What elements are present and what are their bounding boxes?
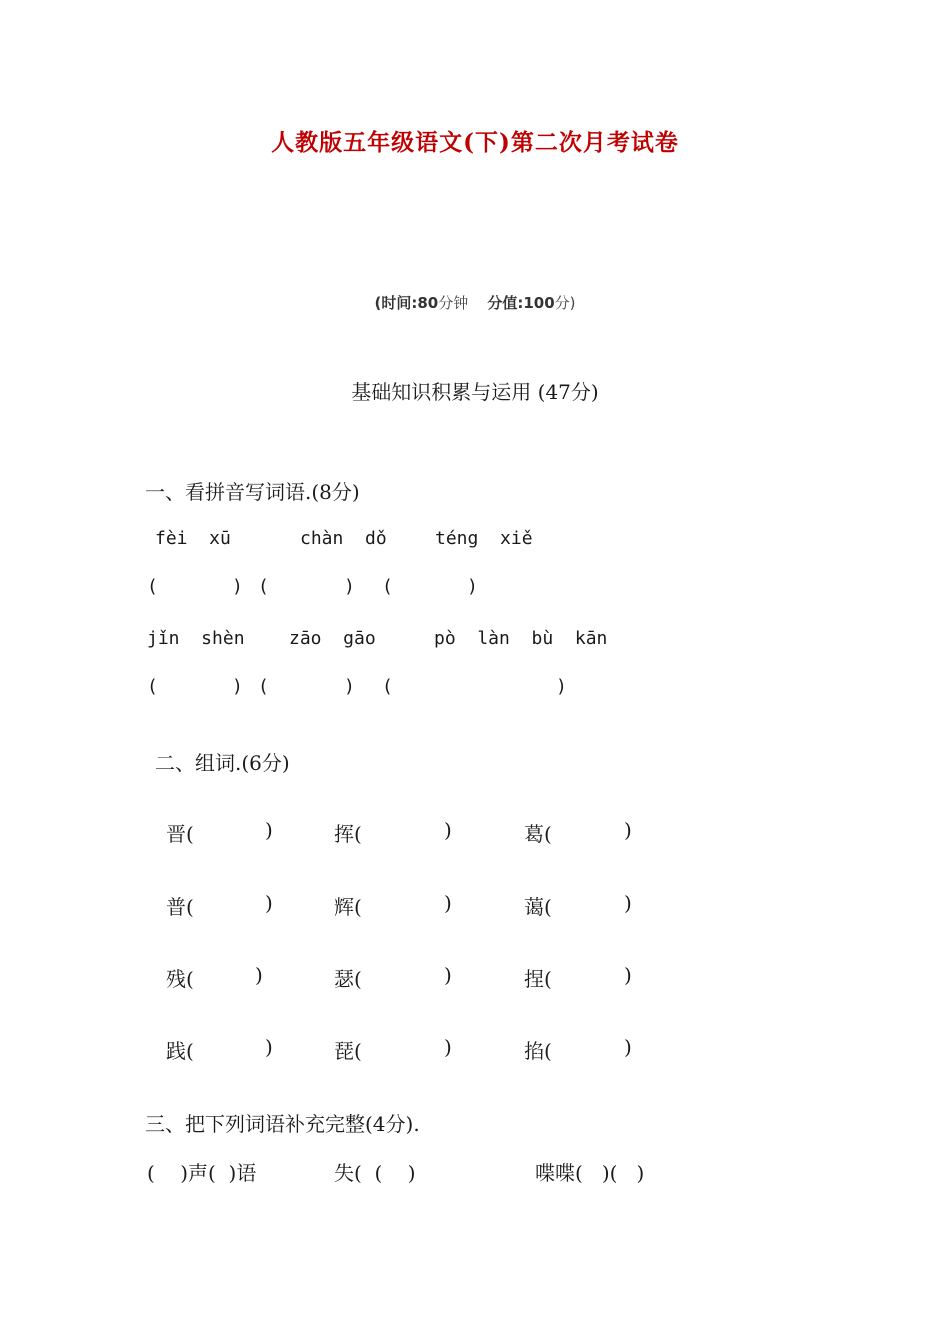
q2-heading: 二、组词.(6分): [155, 751, 290, 775]
q2-close: ): [265, 818, 273, 842]
q3-item-2: 失( ( ): [334, 1161, 416, 1185]
q1-pinyin-4: jǐn shèn: [147, 628, 245, 649]
blank-open: (: [258, 676, 269, 697]
q2-close: ): [444, 963, 452, 987]
time-unit: 分钟: [438, 294, 469, 312]
blank-close: ): [232, 676, 243, 697]
q2-close: ): [265, 891, 273, 915]
q2-close: ): [444, 818, 452, 842]
q2-item: 辉(: [334, 895, 362, 919]
q2-item: 琵(: [334, 1039, 362, 1063]
q2-close: ): [255, 963, 263, 987]
blank-close: ): [232, 576, 243, 597]
q2-item: 掐(: [524, 1039, 552, 1063]
q2-close: ): [444, 1035, 452, 1059]
blank-open: (: [382, 576, 393, 597]
q2-item: 普(: [166, 895, 194, 919]
score-label: 分值:: [487, 294, 524, 312]
score-value: 100: [523, 294, 555, 312]
q2-close: ): [265, 1035, 273, 1059]
q2-item: 葛(: [524, 822, 552, 846]
q1-heading: 一、看拼音写词语.(8分): [145, 480, 360, 504]
blank-open: (: [258, 576, 269, 597]
q3-heading: 三、把下列词语补充完整(4分).: [145, 1112, 420, 1136]
blank-open: (: [382, 676, 393, 697]
q1-pinyin-1: fèi xū: [155, 528, 231, 549]
blank-open: (: [147, 676, 158, 697]
blank-close: ): [467, 576, 478, 597]
q2-item: 瑟(: [334, 967, 362, 991]
q1-pinyin-5: zāo gāo: [289, 628, 376, 649]
q2-close: ): [624, 963, 632, 987]
q2-close: ): [624, 891, 632, 915]
q3-item-1: ( )声( )语: [147, 1161, 257, 1185]
q1-pinyin-3: téng xiě: [435, 528, 533, 549]
blank-close: ): [556, 676, 567, 697]
q1-pinyin-6: pò làn bù kān: [434, 628, 608, 649]
q2-item: 晋(: [166, 822, 194, 846]
q2-close: ): [444, 891, 452, 915]
q1-pinyin-2: chàn dǒ: [300, 528, 387, 549]
time-label: (时间:: [374, 294, 418, 312]
q2-item: 捏(: [524, 967, 552, 991]
q2-item: 挥(: [334, 822, 362, 846]
time-value: 80: [417, 294, 439, 312]
score-unit: 分): [554, 294, 576, 312]
q2-close: ): [624, 1035, 632, 1059]
exam-meta: [0, 292, 950, 313]
blank-close: ): [344, 576, 355, 597]
blank-close: ): [344, 676, 355, 697]
q3-item-3: 喋喋( )( ): [535, 1161, 645, 1185]
blank-open: (: [147, 576, 158, 597]
page-title: 人教版五年级语文(下)第二次月考试卷: [271, 129, 679, 156]
q2-item: 蔼(: [524, 895, 552, 919]
q2-item: 残(: [166, 967, 194, 991]
q2-close: ): [624, 818, 632, 842]
section-heading: 基础知识积累与运用 (47分): [351, 380, 599, 404]
q2-item: 践(: [166, 1039, 194, 1063]
